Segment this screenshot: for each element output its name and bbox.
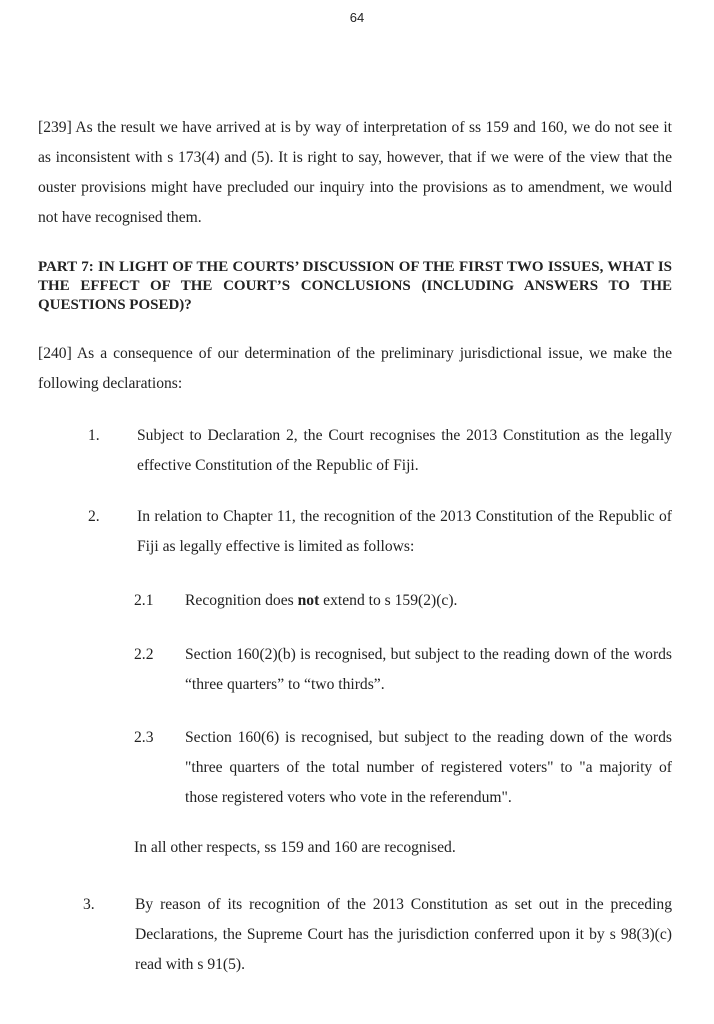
declaration-2 — [88, 502, 672, 562]
sub-declaration-text: Section 160(2)(b) is recognised, but subject to the reading down of the words “three quarters” to “two thirds”. — [185, 646, 672, 693]
declaration-2-1 — [134, 586, 672, 616]
page-number: 64 — [349, 10, 365, 25]
sub-declaration-number: 2.2 — [134, 646, 154, 663]
other-respects-statement: In all other respects, ss 159 and 160 are recognised. — [134, 839, 456, 856]
declaration-text: By reason of its recognition of the 2013 Constitution as set out in the preceding Declarations, the Supreme Court has the jurisdiction conferred upon it by s 98(3)(c) read with s 91(5). — [135, 896, 672, 973]
paragraph-239: [239] As the result we have arrived at is by way of interpretation of ss 159 and 160, we do not see it as inconsistent with s 173(4) and (5). It is right to say, however, that if we were of the view that the ouster provisions might have precluded our inquiry into the provisions as to amendment, we would not have recognised them. — [38, 119, 672, 226]
declaration-2-3 — [134, 723, 672, 813]
paragraph-240: [240] As a consequence of our determination of the preliminary jurisdictional issue, we make the following declarations: — [38, 345, 672, 392]
declaration-2-2 — [134, 640, 672, 700]
declaration-number: 2. — [88, 508, 100, 525]
sub-declaration-number: 2.1 — [134, 592, 154, 609]
declaration-number: 3. — [83, 896, 95, 913]
part-7-heading: PART 7: IN LIGHT OF THE COURTS’ DISCUSSION OF THE FIRST TWO ISSUES, WHAT IS THE EFFECT OF THE COURT’S CONCLUSIONS (INCLUDING ANSWERS TO THE QUESTIONS POSED)? — [38, 259, 672, 313]
sub-declaration-number: 2.3 — [134, 729, 154, 746]
sub-declaration-text: Recognition does not extend to s 159(2)(c). — [185, 592, 458, 609]
declaration-3 — [83, 890, 672, 980]
declaration-number: 1. — [88, 427, 100, 444]
declaration-text: In relation to Chapter 11, the recognition of the 2013 Constitution of the Republic of Fiji as legally effective is limited as follows: — [137, 508, 672, 555]
declaration-1 — [88, 421, 672, 481]
declaration-text: Subject to Declaration 2, the Court recognises the 2013 Constitution as the legally effective Constitution of the Republic of Fiji. — [137, 427, 672, 474]
sub-declaration-text: Section 160(6) is recognised, but subject to the reading down of the words "three quarters of the total number of registered voters" to "a majority of those registered voters who vote in the referendum". — [185, 729, 672, 806]
